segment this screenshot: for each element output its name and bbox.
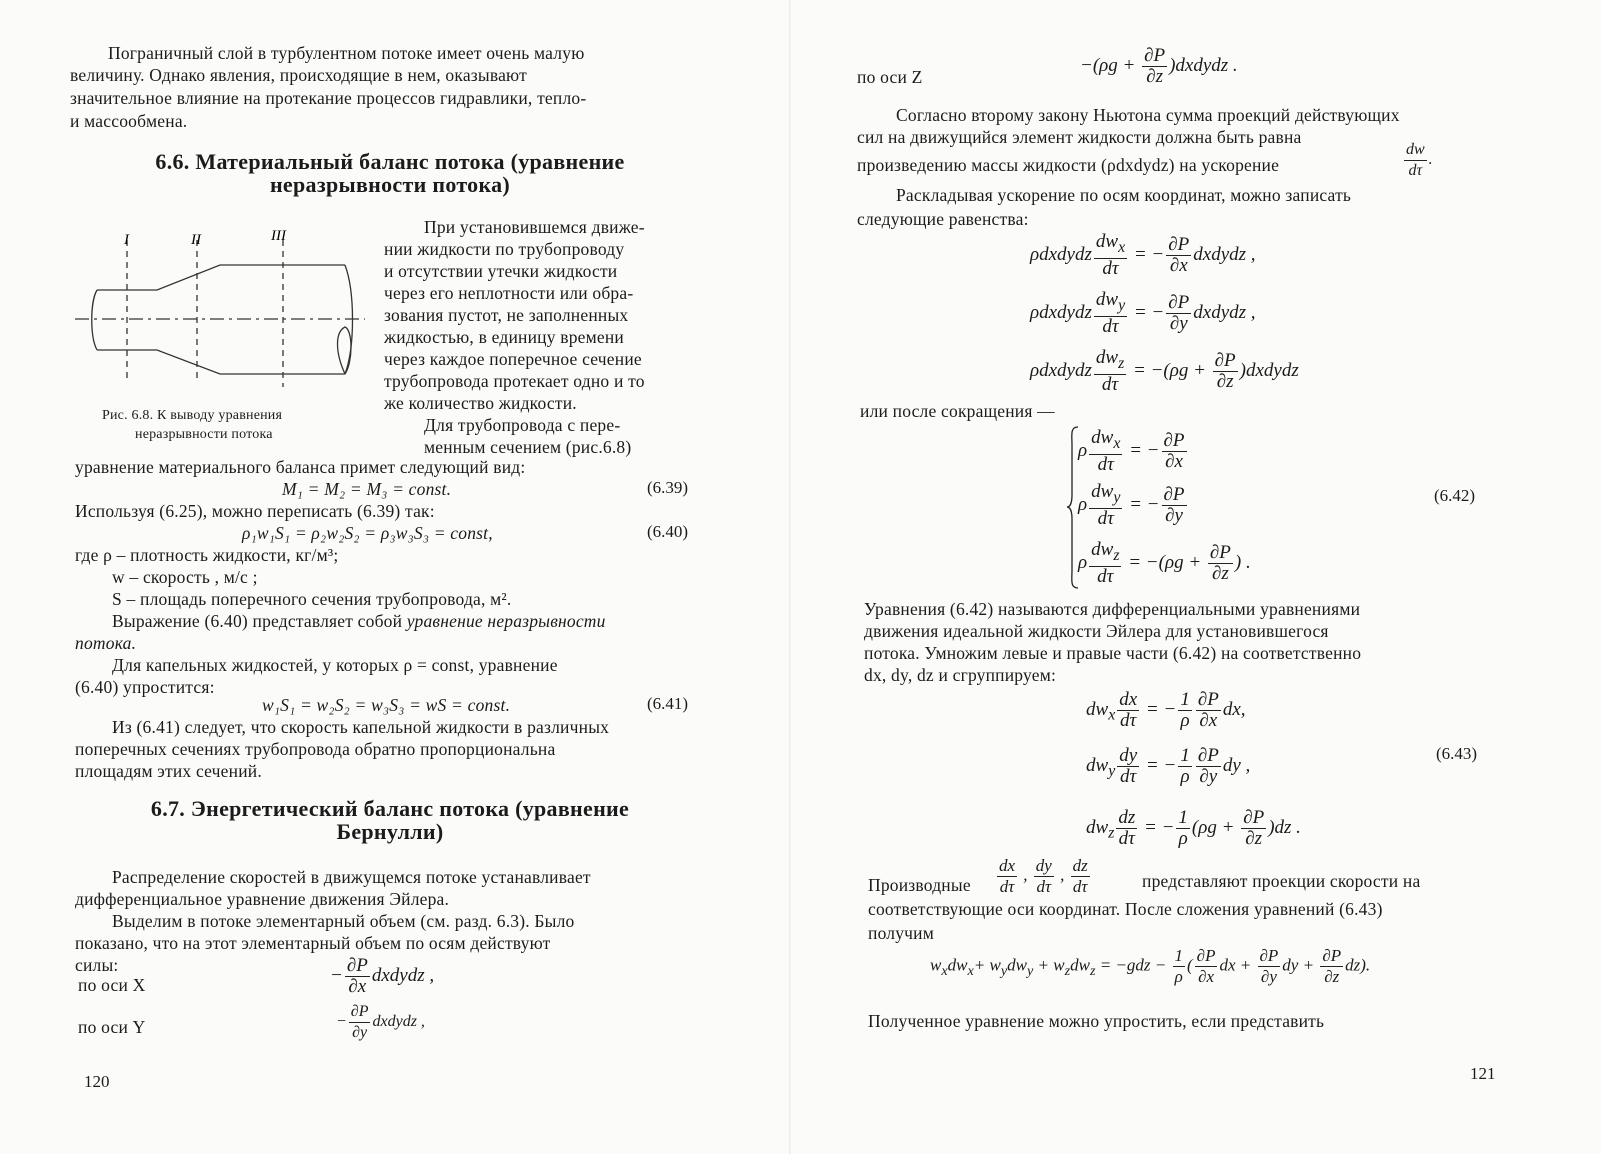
figure-side-line: же количество жидкости. xyxy=(384,393,577,413)
derivatives-text: представляют проекции скорости на xyxy=(1142,871,1421,891)
follow-line: Из (6.41) следует, что скорость капельной жидкости в различных xyxy=(112,717,610,737)
figure-caption: неразрывности потока xyxy=(135,427,273,442)
select-line: силы: xyxy=(75,955,119,975)
decomposition-line: следующие равенства: xyxy=(857,209,1029,229)
axis-x-label: по оси X xyxy=(78,975,146,995)
equation-number: (6.39) xyxy=(647,478,689,497)
where-w: w – скорость , м/с ; xyxy=(112,567,258,587)
euler-eq-y: ρ $\frac{dw_y}{d\tau}$ = − $\frac{\partial P}{\partial y}$ xyxy=(1078,481,1185,529)
balance-line: уравнение материального баланса примет следующий вид: xyxy=(75,457,526,477)
acceleration-fraction: $\frac{dw}{d\tau}$ . xyxy=(1406,141,1433,179)
intro-line: Пограничный слой в турбулентном потоке имеет очень малую xyxy=(108,43,585,63)
equation-6-40: ρ₁w₁S₁ = ρ₂w₂S₂ = ρ₃w₃S₃ = const, xyxy=(242,523,493,543)
newton-line: сил на движущийся элемент жидкости должна быть равна xyxy=(857,127,1302,147)
figure-side-line: трубопровода протекает одно и то xyxy=(384,371,645,391)
grouped-eq-x: $dw_x$ $\frac{dx}{d\tau}$ = − $\frac{1}{\rho}$ $\frac{\partial P}{\partial x}$ dx, xyxy=(1086,689,1246,731)
derivative-fractions: $\frac{dx}{d\tau}$ , $\frac{dy}{d\tau}$ , $\frac{dz}{d\tau}$ xyxy=(999,856,1088,896)
coordinate-line: соответствующие оси координат. После сложения уравнений (6.43) xyxy=(868,899,1383,919)
left-page xyxy=(0,0,790,1154)
using-line: Используя (6.25), можно переписать (6.39) так: xyxy=(75,501,435,521)
summed-equation: $w_xdw_x+ w_ydw_y + w_zdw_z = -gdz$ − $\frac{1}{\rho}$ ( $\frac{\partial P}{\partial x}$ dx + $\frac{\partial P}{\partial y}$ dy + $\frac{\partial P}{\partial z}$ dz). xyxy=(930,946,1371,986)
euler-text-line: dx, dy, dz и сгруппируем: xyxy=(864,665,1057,685)
select-line: показано, что на этот элементарный объем по осям действуют xyxy=(75,933,551,953)
figure-caption: Рис. 6.8. К выводу уравнения xyxy=(102,408,283,423)
newton-eq-z: ρdxdydz $\frac{dw_z}{d\tau}$ = −(ρg + $\frac{\partial P}{\partial z}$ )dxdydz xyxy=(1030,347,1299,395)
grouped-eq-y: $dw_y$ $\frac{dy}{d\tau}$ = − $\frac{1}{\rho}$ $\frac{\partial P}{\partial y}$ dy , xyxy=(1086,745,1251,787)
grouped-eq-z: $dw_z$ $\frac{dz}{d\tau}$ = − $\frac{1}{\rho}$ (ρg + $\frac{\partial P}{\partial z}$ )dz . xyxy=(1086,807,1301,849)
page-number: 121 xyxy=(1470,1064,1496,1083)
figure-side-line: зования пустот, не заполненных xyxy=(384,305,629,325)
euler-eq-z: ρ $\frac{dw_z}{d\tau}$ = −(ρg + $\frac{\partial P}{\partial z}$ ) . xyxy=(1078,539,1251,587)
distribution-line: дифференциальное уравнение движения Эйлера. xyxy=(75,889,450,909)
equation-6-41: w₁S₁ = w₂S₂ = w₃S₃ = wS = const. xyxy=(262,695,511,715)
heading-line: неразрывности потока) xyxy=(269,172,511,197)
euler-text-line: движения идеальной жидкости Эйлера для установившегося xyxy=(864,621,1329,641)
select-line: Выделим в потоке элементарный объем (см. разд. 6.3). Было xyxy=(112,911,575,931)
newton-line: произведению массы жидкости (ρdxdydz) на ускорение xyxy=(857,155,1280,175)
expression-line: Выражение (6.40) представляет собой уравнение неразрывности xyxy=(112,611,606,631)
follow-line: поперечных сечениях трубопровода обратно пропорциональна xyxy=(75,739,556,759)
axis-y-label: по оси Y xyxy=(78,1017,146,1037)
equation-number: (6.40) xyxy=(647,522,689,541)
force-x-formula: − $\frac{\partial P}{\partial x}$ dxdydz , xyxy=(330,955,435,997)
axis-z-label: по оси Z xyxy=(857,67,923,87)
right-page xyxy=(790,0,1601,1154)
force-y-formula: − $\frac{\partial P}{\partial y}$ dxdydz , xyxy=(336,1003,425,1041)
figure-side-line: Для трубопровода с пере- xyxy=(424,415,621,435)
figure-side-line: через его неплотности или обра- xyxy=(384,283,634,303)
derivatives-label: Производные xyxy=(868,875,971,895)
euler-text-line: потока. Умножим левые и правые части (6.42) на соответственно xyxy=(864,643,1362,663)
euler-eq-x: ρ $\frac{dw_x}{d\tau}$ = − $\frac{\partial P}{\partial x}$ xyxy=(1078,427,1185,475)
intro-line: и массообмена. xyxy=(70,111,188,131)
pipe-figure xyxy=(70,222,370,397)
where-s: S – площадь поперечного сечения трубопровода, м². xyxy=(112,589,512,609)
final-line: Полученное уравнение можно упростить, если представить xyxy=(868,1011,1325,1031)
newton-eq-y: ρdxdydz $\frac{dw_y}{d\tau}$ = − $\frac{\partial P}{\partial y}$ dxdydz , xyxy=(1030,289,1256,337)
equation-6-39: M₁ = M₂ = M₃ = const. xyxy=(282,479,452,499)
decomposition-line: Раскладывая ускорение по осям координат, можно записать xyxy=(896,185,1352,205)
expression-line: потока. xyxy=(75,633,137,653)
droplet-line: (6.40) упростится: xyxy=(75,677,215,697)
intro-line: величину. Однако явления, происходящие в нем, оказывают xyxy=(70,65,527,85)
section-label-i: I xyxy=(124,232,129,248)
heading-line: 6.7. Энергетический баланс потока (уравнение xyxy=(150,796,630,821)
intro-line: значительное влияние на протекание процессов гидравлики, тепло- xyxy=(70,88,587,108)
section-heading-6-6 xyxy=(70,150,710,196)
droplet-line: Для капельных жидкостей, у которых ρ = const, уравнение xyxy=(112,655,558,675)
page-number: 120 xyxy=(84,1072,110,1091)
figure-side-line: через каждое поперечное сечение xyxy=(384,349,642,369)
newton-eq-x: ρdxdydz $\frac{dw_x}{d\tau}$ = − $\frac{\partial P}{\partial x}$ dxdydz , xyxy=(1030,231,1256,279)
where-rho: где ρ – плотность жидкости, кг/м³; xyxy=(75,545,339,565)
figure-side-line: жидкостью, в единицу времени xyxy=(384,327,624,347)
after-reduction: или после сокращения — xyxy=(860,401,1055,421)
heading-line: 6.6. Материальный баланс потока (уравнение xyxy=(155,149,625,174)
equation-number: (6.43) xyxy=(1436,744,1478,763)
force-z-formula: −(ρg + $\frac{\partial P}{\partial z}$ )dxdydz . xyxy=(1080,45,1238,87)
newton-line: Согласно второму закону Ньютона сумма проекций действующих xyxy=(896,105,1400,125)
section-label-iii: III xyxy=(271,228,286,244)
figure-side-line: и отсутствии утечки жидкости xyxy=(384,261,618,281)
follow-line: площадям этих сечений. xyxy=(75,761,262,781)
section-label-ii: II xyxy=(191,232,201,248)
section-heading-6-7 xyxy=(70,797,710,843)
distribution-line: Распределение скоростей в движущемся потоке устанавливает xyxy=(112,867,591,887)
obtain-line: получим xyxy=(868,923,935,943)
heading-line: Бернулли) xyxy=(336,819,444,844)
figure-side-line: менным сечением (рис.6.8) xyxy=(424,437,632,457)
figure-side-line: нии жидкости по трубопроводу xyxy=(384,239,625,259)
euler-text-line: Уравнения (6.42) называются дифференциальными уравнениями xyxy=(864,599,1361,619)
equation-number: (6.42) xyxy=(1434,486,1476,505)
figure-side-line: При установившемся движе- xyxy=(424,217,645,237)
equation-number: (6.41) xyxy=(647,694,689,713)
